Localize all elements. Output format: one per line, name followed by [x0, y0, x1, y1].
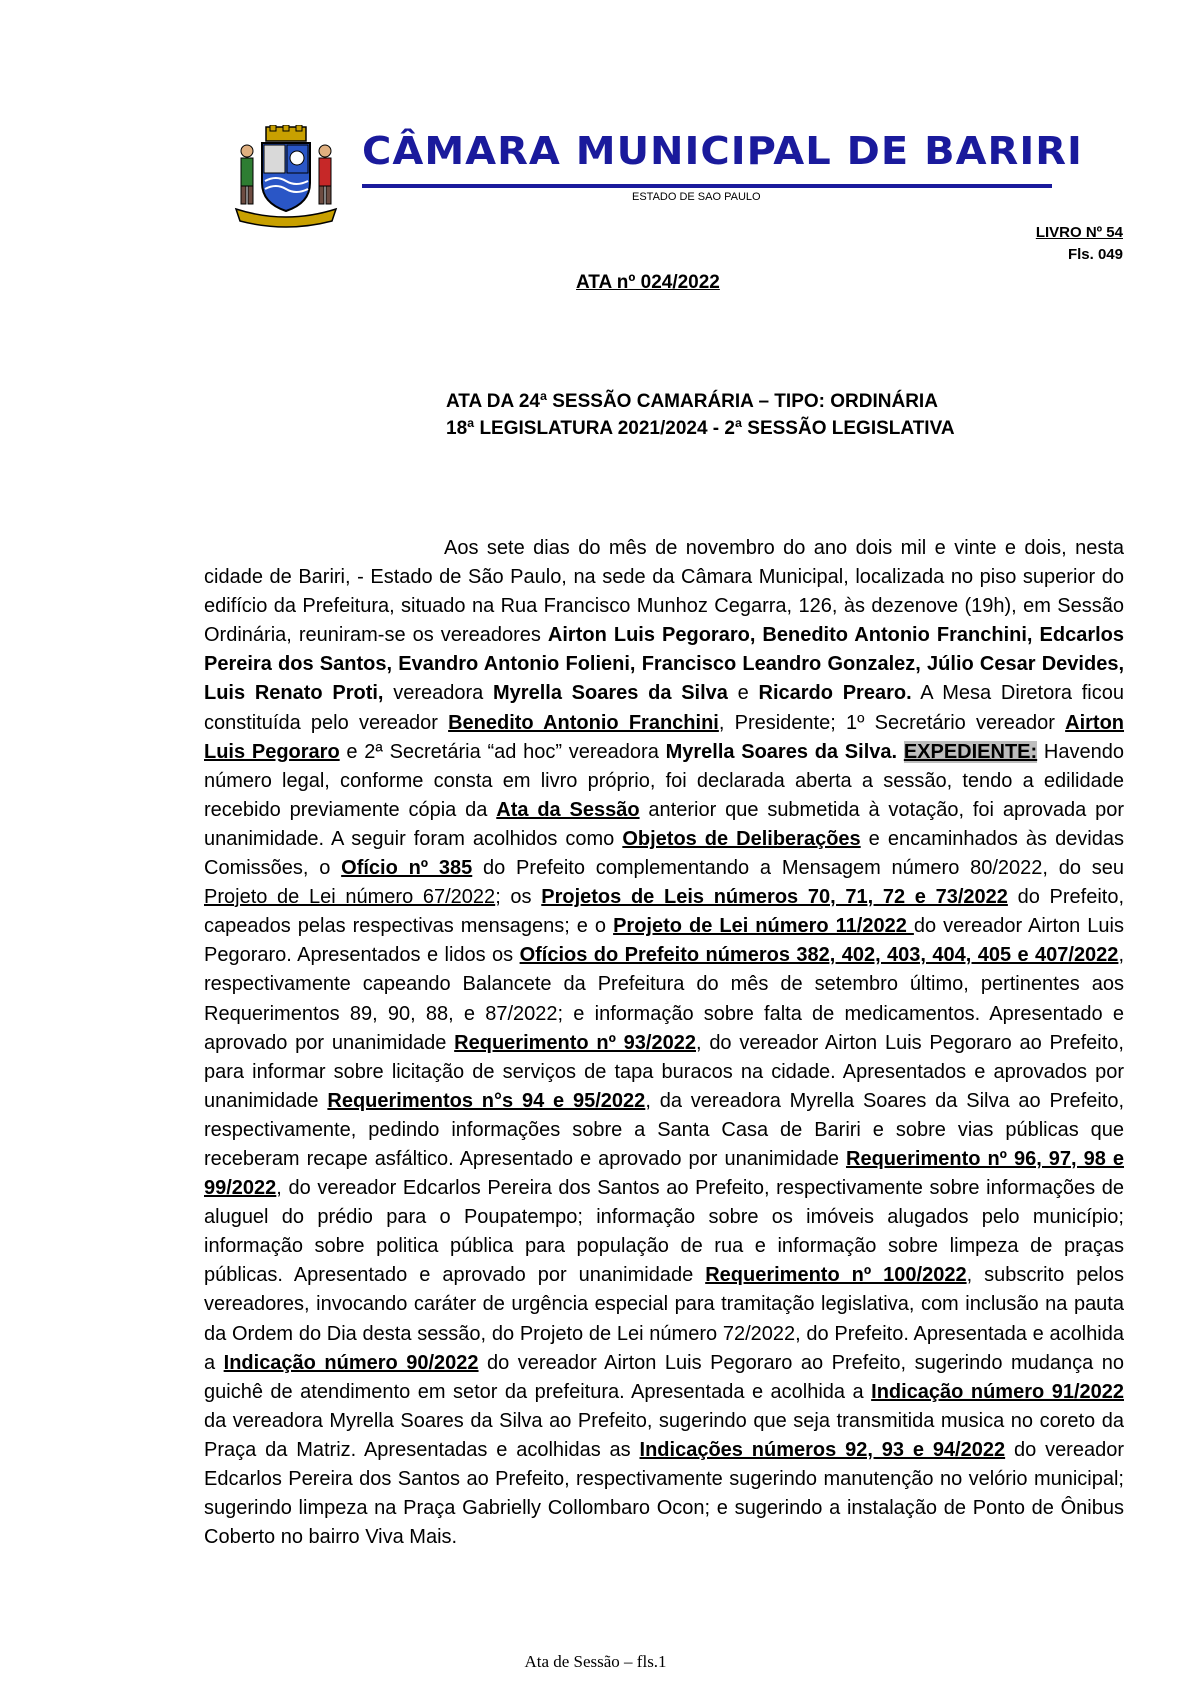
body-segment: Myrella Soares da Silva. [665, 740, 898, 763]
body-segment: vereadora [383, 682, 494, 705]
body-segment: Ofícios do Prefeito números 382, 402, 403, 404, 405 e 407/2022 [519, 944, 1119, 967]
body-segment: Indicação número 90/2022 [223, 1351, 479, 1374]
body-segment: Requerimentos n°s 94 e 95/2022 [327, 1089, 646, 1112]
session-heading-line-2: 18ª LEGISLATURA 2021/2024 - 2ª SESSÃO LEGISLATIVA [446, 418, 955, 439]
body-segment: e encaminhados às devidas Comissões, o [204, 827, 1125, 880]
body-segment: Airton Luis Pegoraro [204, 711, 1125, 763]
body-segment: do vereador Airton Luis Pegoraro. Apresentados e lidos os [204, 915, 1124, 967]
page-footer: Ata de Sessão – fls.1 [524, 1652, 667, 1671]
body-segment: Projeto de Lei número 11/2022 [613, 915, 914, 938]
body-segment: do vereador Edcarlos Pereira dos Santos ao Prefeito, respectivamente sugerindo manutenção no velório municipal; sugerindo limpeza na Praça Gabrielly Collombaro Ocon; e sugerindo a instalação de Ponto de Ônibus Coberto no bairro Viva Mais. [204, 1438, 1124, 1549]
body-segment: , subscrito pelos vereadores, invocando caráter de urgência especial para tramitação legislativa, com inclusão na pauta da Ordem do Dia desta sessão, do Projeto de Lei número 72/2022, do Prefeito. Apresentada e acolhida a [204, 1264, 1125, 1374]
body-segment: EXPEDIENTE: [903, 740, 1038, 763]
body-segment: Ata da Sessão [496, 798, 640, 821]
body-segment: Benedito Antonio Franchini [448, 711, 719, 734]
session-heading-line-1: ATA DA 24ª SESSÃO CAMARÁRIA – TIPO: ORDINÁRIA [446, 391, 938, 412]
sheet-number: Fls. 049 [1067, 246, 1123, 263]
minutes-body [204, 534, 1124, 1552]
body-segment: Projeto de Lei número 67/2022 [204, 886, 496, 909]
body-segment: do Prefeito, capeados pelas respectivas mensagens; e o [204, 886, 1124, 938]
body-segment: Projetos de Leis números 70, 71, 72 e 73/2022 [541, 886, 1008, 909]
body-segment: do Prefeito complementando a Mensagem número 80/2022, do seu [472, 857, 1124, 880]
body-segment: Requerimento nº 96, 97, 98 e 99/2022 [204, 1147, 1124, 1200]
session-heading [446, 388, 955, 442]
body-segment: , do vereador Edcarlos Pereira dos Santos ao Prefeito, respectivamente sobre informações de aluguel do prédio para o Poupatempo; informação sobre os imóveis alugados pelo município; informação sobre politica pública para população de rua e informação sobre limpeza de praças públicas. Apresentado e aprovado por unanimidade [204, 1177, 1124, 1287]
body-segment: e 2ª Secretária “ad hoc” vereadora [339, 740, 666, 763]
header-rule [362, 184, 1052, 188]
book-reference [1036, 222, 1123, 266]
body-segment: Aos sete dias do mês de novembro do ano dois mil e vinte e dois, nesta cidade de Bariri, - Estado de São Paulo, na sede da Câmara Municipal, localizada no piso superior do edifício da Prefeitura, situado na Rua Francisco Munhoz Cegarra, 126, às dezenove (19h), em Sessão Ordinária, reuniram-se os vereadores [204, 537, 1124, 647]
body-segment: , do vereador Airton Luis Pegoraro ao Prefeito, para informar sobre licitação de serviços de tapa buracos na cidade. Apresentados e aprovados por unanimidade [204, 1031, 1124, 1112]
body-segment: Ricardo Prearo. [758, 682, 912, 705]
body-segment: A Mesa Diretora ficou constituída pelo vereador [204, 682, 1124, 734]
state-name: ESTADO DE SAO PAULO [632, 191, 761, 203]
body-segment: Havendo número legal, conforme consta em livro próprio, foi declarada aberta a sessão, tendo a edilidade recebido previamente cópia da [204, 740, 1124, 821]
body-segment: Indicações números 92, 93 e 94/2022 [639, 1438, 1006, 1461]
body-segment: ; os [495, 886, 542, 909]
municipal-coat-of-arms-icon [232, 125, 340, 231]
body-segment: Requerimento nº 93/2022 [454, 1031, 696, 1054]
body-segment: , da vereadora Myrella Soares da Silva ao Prefeito, respectivamente, pedindo informações sobre a Santa Casa de Bariri e sobre vias públicas que receberam recape asfáltico. Apresentado e aprovado por unanimidade [204, 1089, 1124, 1170]
document-title: ATA nº 024/2022 [576, 272, 720, 293]
book-number: LIVRO Nº 54 [1035, 224, 1123, 241]
body-segment: Requerimento nº 100/2022 [705, 1264, 967, 1287]
body-segment: Indicação número 91/2022 [871, 1380, 1124, 1403]
body-segment: Ofício nº 385 [341, 857, 473, 880]
body-segment: Myrella Soares da Silva [493, 682, 728, 705]
body-segment: Objetos de Deliberações [622, 827, 861, 850]
body-segment: , Presidente; 1º Secretário vereador [718, 711, 1066, 734]
body-segment: do vereador Airton Luis Pegoraro ao Prefeito, sugerindo mudança no guichê de atendimento em setor da prefeitura. Apresentada e acolhida a [204, 1351, 1124, 1403]
body-segment: da vereadora Myrella Soares da Silva ao Prefeito, sugerindo que seja transmitida musica no coreto da Praça da Matriz. Apresentadas e acolhidas as [204, 1409, 1124, 1461]
body-segment: anterior que submetida à votação, foi aprovada por unanimidade. A seguir foram acolhidos como [204, 798, 1125, 850]
body-segment [897, 741, 904, 763]
body-segment: Airton Luis Pegoraro, Benedito Antonio Franchini, Edcarlos Pereira dos Santos, Evandro Antonio Folieni, Francisco Leandro Gonzalez, Júlio Cesar Devides, Luis Renato Proti, [204, 624, 1124, 705]
body-segment: e [727, 682, 759, 705]
organization-name: CÂMARA MUNICIPAL DE BARIRI [362, 129, 1083, 174]
body-segment: , respectivamente capeando Balancete da Prefeitura do mês de setembro último, pertinentes aos Requerimentos 89, 90, 88, e 87/2022; e informação sobre falta de medicamentos. Apresentado e aprovado por unanimidade [204, 944, 1124, 1054]
